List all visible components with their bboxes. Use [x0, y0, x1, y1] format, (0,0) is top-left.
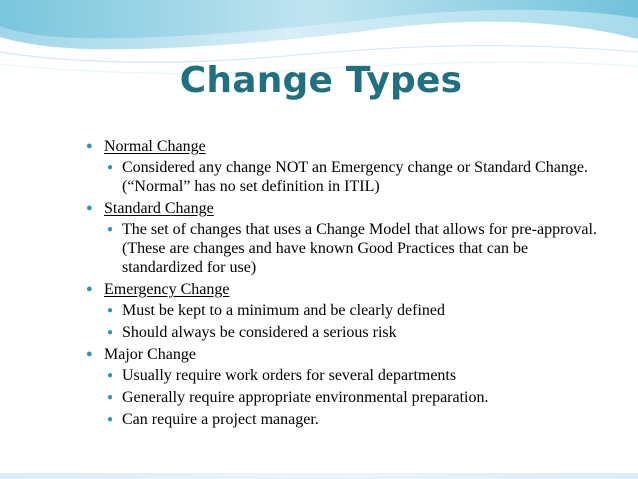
sub-item-text: Usually require work orders for several departments	[122, 367, 457, 384]
bullet-icon: ●	[86, 140, 93, 152]
sub-item	[104, 366, 604, 385]
page-title: Change Types	[179, 60, 463, 101]
sub-item	[104, 158, 604, 196]
sub-item	[104, 410, 604, 429]
sub-item-text: Generally require appropriate environmental preparation.	[122, 389, 489, 406]
bullet-icon: ●	[107, 414, 114, 425]
sub-item-text: Must be kept to a minimum and be clearly defined	[122, 302, 446, 319]
sub-item	[104, 323, 604, 342]
bullet-icon: ●	[107, 392, 114, 403]
sub-item	[104, 220, 604, 277]
bullet-icon: ●	[86, 283, 93, 295]
sub-item-text: Considered any change NOT an Emergency change or Standard Change. (“Normal” has no set definition in ITIL)	[122, 159, 588, 195]
bullet-icon: ●	[86, 348, 93, 360]
bullet-list	[84, 137, 604, 429]
item-label[interactable]: Emergency Change	[104, 281, 230, 298]
list-item-standard-change	[84, 199, 604, 277]
list-item-normal-change	[84, 137, 604, 196]
sub-item-text: The set of changes that uses a Change Model that allows for pre-approval. (These are changes and have known Good Practices that can be standardized for use)	[122, 221, 597, 276]
bullet-icon: ●	[107, 370, 114, 381]
bullet-icon: ●	[107, 305, 114, 316]
item-label[interactable]: Standard Change	[104, 200, 214, 217]
list-item-major-change	[84, 345, 604, 429]
sub-item	[104, 388, 604, 407]
sub-item	[104, 301, 604, 320]
list-item-emergency-change	[84, 280, 604, 342]
footer-bar	[0, 473, 638, 479]
bullet-icon: ●	[107, 327, 114, 338]
bullet-icon: ●	[107, 224, 114, 235]
item-label: Major Change	[104, 346, 196, 363]
bullet-icon: ●	[86, 202, 93, 214]
sub-item-text: Can require a project manager.	[122, 411, 319, 428]
item-label[interactable]: Normal Change	[104, 138, 206, 155]
bullet-icon: ●	[107, 162, 114, 173]
sub-item-text: Should always be considered a serious risk	[122, 324, 397, 341]
